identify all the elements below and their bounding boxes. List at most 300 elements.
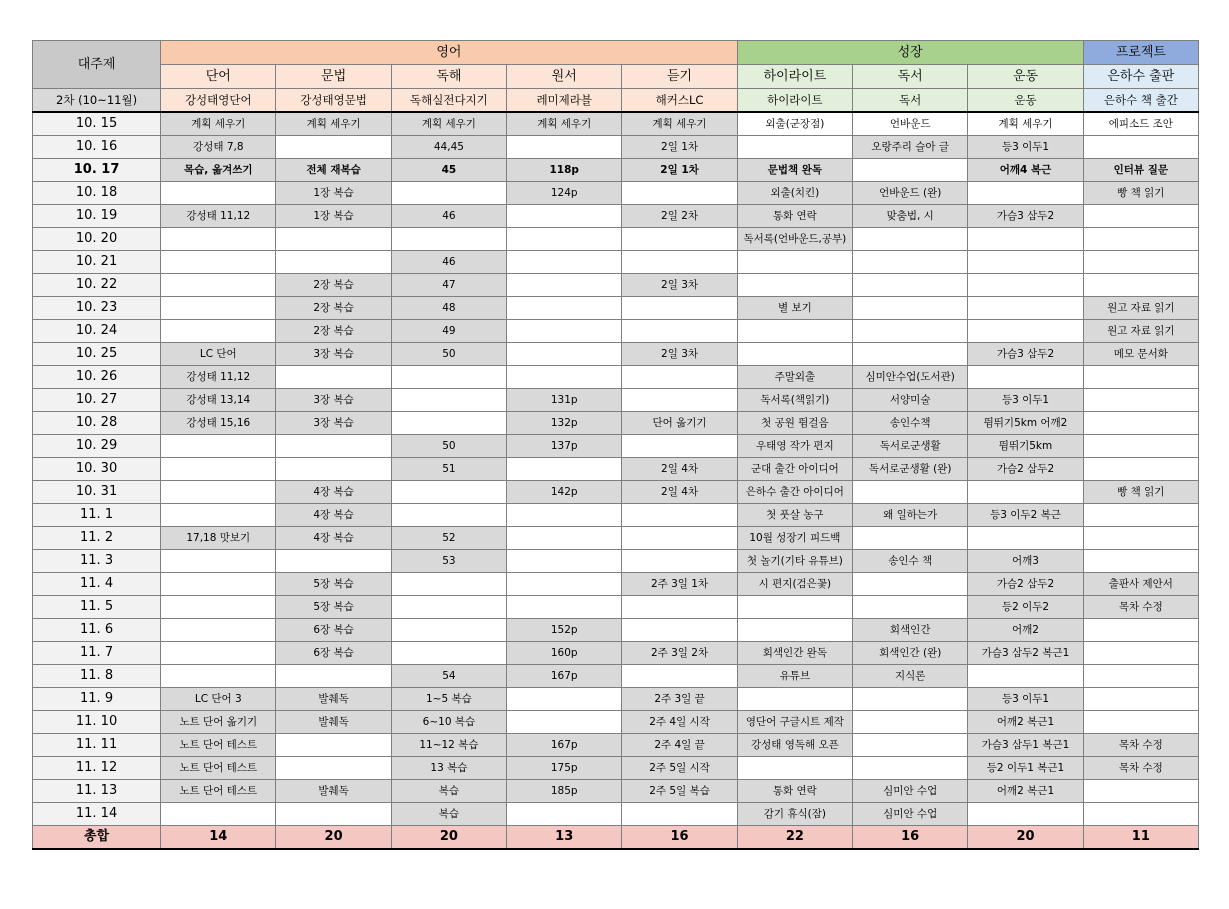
table-cell[interactable] [1083,366,1198,389]
table-cell[interactable] [968,665,1083,688]
table-cell[interactable] [161,435,276,458]
table-cell[interactable] [622,435,737,458]
table-cell[interactable]: 외출(치킨) [737,182,852,205]
table-cell[interactable] [391,366,506,389]
table-cell[interactable]: 심미안 수업 [853,780,968,803]
date-cell[interactable]: 11. 14 [33,803,161,826]
table-cell[interactable] [737,136,852,159]
table-cell[interactable]: 왜 일하는가 [853,504,968,527]
total-value[interactable]: 14 [161,826,276,850]
table-cell[interactable]: 뜀뛰기5km [968,435,1083,458]
table-cell[interactable] [161,504,276,527]
table-cell[interactable]: 출판사 제안서 [1083,573,1198,596]
table-cell[interactable] [507,343,622,366]
material-header[interactable]: 강성태영단어 [161,89,276,113]
date-cell[interactable]: 11. 2 [33,527,161,550]
date-cell[interactable]: 11. 5 [33,596,161,619]
table-cell[interactable]: 2주 4일 끝 [622,734,737,757]
table-cell[interactable] [853,596,968,619]
table-cell[interactable] [1083,780,1198,803]
table-cell[interactable]: 132p [507,412,622,435]
total-value[interactable]: 20 [276,826,391,850]
date-cell[interactable]: 10. 28 [33,412,161,435]
table-cell[interactable]: 어깨2 복근1 [968,780,1083,803]
table-cell[interactable]: 맞춤법, 시 [853,205,968,228]
table-cell[interactable] [507,205,622,228]
table-cell[interactable]: 에피소드 조안 [1083,112,1198,136]
table-cell[interactable]: 유튜브 [737,665,852,688]
date-cell[interactable]: 10. 24 [33,320,161,343]
table-cell[interactable] [161,251,276,274]
table-cell[interactable]: 6~10 복습 [391,711,506,734]
table-cell[interactable]: 52 [391,527,506,550]
date-cell[interactable]: 10. 26 [33,366,161,389]
table-cell[interactable]: 강성태 11,12 [161,366,276,389]
table-cell[interactable]: 152p [507,619,622,642]
table-cell[interactable]: 등3 이두1 [968,136,1083,159]
table-cell[interactable] [1083,504,1198,527]
table-cell[interactable] [622,803,737,826]
table-cell[interactable]: 어깨2 [968,619,1083,642]
table-cell[interactable]: 복습 [391,803,506,826]
table-cell[interactable]: 첫 놀기(기타 유튜브) [737,550,852,573]
total-value[interactable]: 20 [391,826,506,850]
table-cell[interactable] [161,297,276,320]
material-header[interactable]: 독해실전다지기 [391,89,506,113]
table-cell[interactable]: 영단어 구글시트 제작 [737,711,852,734]
table-cell[interactable] [853,688,968,711]
table-cell[interactable]: 계획 세우기 [622,112,737,136]
table-cell[interactable]: 53 [391,550,506,573]
material-header[interactable]: 독서 [853,89,968,113]
topic-header[interactable]: 대주제 [33,41,161,89]
table-cell[interactable]: LC 단어 [161,343,276,366]
total-value[interactable]: 16 [622,826,737,850]
table-cell[interactable] [968,297,1083,320]
table-cell[interactable] [161,320,276,343]
table-cell[interactable]: 2주 4일 시작 [622,711,737,734]
table-cell[interactable]: 독서로군생활 (완) [853,458,968,481]
table-cell[interactable]: 4장 복습 [276,481,391,504]
table-cell[interactable] [853,297,968,320]
table-cell[interactable]: 원고 자료 읽기 [1083,297,1198,320]
table-cell[interactable]: 목차 수정 [1083,596,1198,619]
table-cell[interactable] [1083,619,1198,642]
total-value[interactable]: 22 [737,826,852,850]
table-cell[interactable] [1083,412,1198,435]
table-cell[interactable] [1083,274,1198,297]
table-cell[interactable] [507,251,622,274]
table-cell[interactable]: 44,45 [391,136,506,159]
subject-header[interactable]: 운동 [968,65,1083,89]
table-cell[interactable] [1083,458,1198,481]
table-cell[interactable]: 2주 5일 복습 [622,780,737,803]
table-cell[interactable] [507,228,622,251]
table-cell[interactable]: 160p [507,642,622,665]
table-cell[interactable]: 2일 4차 [622,458,737,481]
table-cell[interactable] [391,642,506,665]
table-cell[interactable] [391,619,506,642]
table-cell[interactable]: 언바운드 [853,112,968,136]
table-cell[interactable] [968,481,1083,504]
table-cell[interactable] [737,596,852,619]
table-cell[interactable] [968,228,1083,251]
table-cell[interactable] [1083,389,1198,412]
table-cell[interactable]: 5장 복습 [276,573,391,596]
table-cell[interactable]: 2주 5일 시작 [622,757,737,780]
table-cell[interactable] [507,366,622,389]
table-cell[interactable]: 등3 이두1 [968,688,1083,711]
table-cell[interactable] [161,550,276,573]
table-cell[interactable]: 별 보기 [737,297,852,320]
table-cell[interactable]: 3장 복습 [276,412,391,435]
table-cell[interactable]: 2주 3일 끝 [622,688,737,711]
table-cell[interactable]: 142p [507,481,622,504]
table-cell[interactable]: 54 [391,665,506,688]
group-header-proj[interactable]: 프로젝트 [1083,41,1198,65]
table-cell[interactable]: 목차 수정 [1083,757,1198,780]
date-cell[interactable]: 10. 18 [33,182,161,205]
table-cell[interactable] [622,251,737,274]
table-cell[interactable]: 50 [391,435,506,458]
table-cell[interactable]: 어깨3 [968,550,1083,573]
table-cell[interactable]: 회색인간 완독 [737,642,852,665]
table-cell[interactable]: 서양미술 [853,389,968,412]
table-cell[interactable] [391,182,506,205]
table-cell[interactable] [853,527,968,550]
table-cell[interactable] [1083,228,1198,251]
table-cell[interactable]: 1장 복습 [276,205,391,228]
table-cell[interactable] [161,619,276,642]
total-value[interactable]: 16 [853,826,968,850]
table-cell[interactable] [622,182,737,205]
table-cell[interactable]: 노트 단어 옮기기 [161,711,276,734]
table-cell[interactable] [161,481,276,504]
table-cell[interactable]: 회색인간 [853,619,968,642]
table-cell[interactable] [507,803,622,826]
subject-header[interactable]: 듣기 [622,65,737,89]
table-cell[interactable] [737,757,852,780]
table-cell[interactable]: 137p [507,435,622,458]
table-cell[interactable] [737,343,852,366]
date-cell[interactable]: 10. 25 [33,343,161,366]
subject-header[interactable]: 문법 [276,65,391,89]
table-cell[interactable]: 2일 4차 [622,481,737,504]
table-cell[interactable]: 첫 풋살 농구 [737,504,852,527]
table-cell[interactable] [737,688,852,711]
table-cell[interactable] [622,297,737,320]
table-cell[interactable]: 심미안 수업 [853,803,968,826]
table-cell[interactable]: 강성태 13,14 [161,389,276,412]
table-cell[interactable] [161,573,276,596]
table-cell[interactable]: 복습 [391,780,506,803]
date-cell[interactable]: 10. 20 [33,228,161,251]
table-cell[interactable] [391,412,506,435]
table-cell[interactable]: 언바운드 (완) [853,182,968,205]
date-cell[interactable]: 11. 8 [33,665,161,688]
table-cell[interactable]: 발췌독 [276,711,391,734]
table-cell[interactable] [1083,665,1198,688]
table-cell[interactable] [276,550,391,573]
table-cell[interactable]: 첫 공원 뜀걸음 [737,412,852,435]
group-header-grow[interactable]: 성장 [737,41,1083,65]
table-cell[interactable]: 2일 3차 [622,274,737,297]
subject-header[interactable]: 독해 [391,65,506,89]
date-cell[interactable]: 11. 3 [33,550,161,573]
table-cell[interactable]: 심미안수업(도서관) [853,366,968,389]
table-cell[interactable]: 3장 복습 [276,343,391,366]
material-header[interactable]: 하이라이트 [737,89,852,113]
table-cell[interactable] [737,274,852,297]
table-cell[interactable] [853,481,968,504]
table-cell[interactable]: 등3 이두1 [968,389,1083,412]
subject-header[interactable]: 원서 [507,65,622,89]
totals-label[interactable]: 총합 [33,826,161,850]
table-cell[interactable]: 군대 출간 아이디어 [737,458,852,481]
table-cell[interactable]: 2장 복습 [276,320,391,343]
table-cell[interactable]: 47 [391,274,506,297]
table-cell[interactable]: 5장 복습 [276,596,391,619]
table-cell[interactable] [391,596,506,619]
table-cell[interactable] [276,665,391,688]
table-cell[interactable] [737,251,852,274]
table-cell[interactable]: 17,18 맛보기 [161,527,276,550]
table-cell[interactable]: 등2 이두1 복근1 [968,757,1083,780]
date-cell[interactable]: 11. 9 [33,688,161,711]
table-cell[interactable]: 2주 3일 2차 [622,642,737,665]
total-value[interactable]: 20 [968,826,1083,850]
table-cell[interactable]: 45 [391,159,506,182]
date-cell[interactable]: 10. 19 [33,205,161,228]
table-cell[interactable] [507,596,622,619]
table-cell[interactable] [622,389,737,412]
table-cell[interactable]: 2일 3차 [622,343,737,366]
date-cell[interactable]: 11. 11 [33,734,161,757]
table-cell[interactable]: 118p [507,159,622,182]
table-cell[interactable] [276,458,391,481]
table-cell[interactable]: 46 [391,251,506,274]
table-cell[interactable]: 등3 이두2 복근 [968,504,1083,527]
material-header[interactable]: 운동 [968,89,1083,113]
table-cell[interactable]: 11~12 복습 [391,734,506,757]
subject-header[interactable]: 독서 [853,65,968,89]
table-cell[interactable] [1083,251,1198,274]
date-cell[interactable]: 10. 29 [33,435,161,458]
table-cell[interactable]: 목습, 옮겨쓰기 [161,159,276,182]
table-cell[interactable]: 빵 책 읽기 [1083,182,1198,205]
table-cell[interactable] [276,366,391,389]
table-cell[interactable]: 가슴3 삼두2 [968,343,1083,366]
table-cell[interactable]: 강성태 15,16 [161,412,276,435]
date-cell[interactable]: 11. 13 [33,780,161,803]
subject-header[interactable]: 단어 [161,65,276,89]
table-cell[interactable]: 167p [507,734,622,757]
table-cell[interactable]: 독서로군생활 [853,435,968,458]
table-cell[interactable]: 통화 연락 [737,205,852,228]
table-cell[interactable] [853,757,968,780]
table-cell[interactable]: 감기 휴식(잠) [737,803,852,826]
table-cell[interactable] [968,527,1083,550]
table-cell[interactable]: 송인수 책 [853,550,968,573]
table-cell[interactable]: 2장 복습 [276,297,391,320]
subject-header[interactable]: 은하수 출판 [1083,65,1198,89]
table-cell[interactable] [968,274,1083,297]
table-cell[interactable] [853,320,968,343]
table-cell[interactable] [968,366,1083,389]
table-cell[interactable] [1083,435,1198,458]
material-header[interactable]: 강성태영문법 [276,89,391,113]
table-cell[interactable]: 3장 복습 [276,389,391,412]
table-cell[interactable]: 오랑주리 슬아 글 [853,136,968,159]
table-cell[interactable] [853,573,968,596]
table-cell[interactable]: 메모 문서화 [1083,343,1198,366]
table-cell[interactable] [507,711,622,734]
table-cell[interactable]: 2일 1차 [622,136,737,159]
table-cell[interactable] [853,159,968,182]
total-value[interactable]: 11 [1083,826,1198,850]
table-cell[interactable] [968,182,1083,205]
table-cell[interactable]: 계획 세우기 [968,112,1083,136]
table-cell[interactable]: 강성태 7,8 [161,136,276,159]
table-cell[interactable]: 외출(군장점) [737,112,852,136]
table-cell[interactable]: 13 복습 [391,757,506,780]
date-cell[interactable]: 11. 4 [33,573,161,596]
table-cell[interactable] [968,320,1083,343]
table-cell[interactable] [1083,803,1198,826]
table-cell[interactable]: 48 [391,297,506,320]
table-cell[interactable] [161,665,276,688]
date-cell[interactable]: 10. 17 [33,159,161,182]
subject-header[interactable]: 하이라이트 [737,65,852,89]
table-cell[interactable]: 4장 복습 [276,504,391,527]
table-cell[interactable]: 은하수 출간 아이디어 [737,481,852,504]
table-cell[interactable] [1083,527,1198,550]
table-cell[interactable]: 51 [391,458,506,481]
table-cell[interactable]: 50 [391,343,506,366]
table-cell[interactable]: 독서록(언바운드,공부) [737,228,852,251]
table-cell[interactable] [622,596,737,619]
table-cell[interactable]: 독서록(책읽기) [737,389,852,412]
table-cell[interactable]: 계획 세우기 [507,112,622,136]
date-cell[interactable]: 10. 30 [33,458,161,481]
table-cell[interactable] [622,504,737,527]
table-cell[interactable] [507,504,622,527]
date-cell[interactable]: 10. 27 [33,389,161,412]
table-cell[interactable] [276,435,391,458]
table-cell[interactable]: 가슴3 삼두2 [968,205,1083,228]
table-cell[interactable]: 지식론 [853,665,968,688]
material-header[interactable]: 해커스LC [622,89,737,113]
table-cell[interactable]: 발췌독 [276,780,391,803]
date-cell[interactable]: 10. 31 [33,481,161,504]
date-cell[interactable]: 11. 6 [33,619,161,642]
table-cell[interactable] [853,274,968,297]
table-cell[interactable]: 계획 세우기 [391,112,506,136]
table-cell[interactable] [853,343,968,366]
table-cell[interactable] [161,596,276,619]
date-cell[interactable]: 10. 23 [33,297,161,320]
table-cell[interactable]: 등2 이두2 [968,596,1083,619]
material-header[interactable]: 레미제라블 [507,89,622,113]
table-cell[interactable] [737,320,852,343]
table-cell[interactable] [622,366,737,389]
table-cell[interactable] [161,274,276,297]
phase-label[interactable]: 2차 (10~11월) [33,89,161,113]
table-cell[interactable] [391,481,506,504]
table-cell[interactable] [161,182,276,205]
table-cell[interactable] [1083,642,1198,665]
table-cell[interactable]: 통화 연락 [737,780,852,803]
table-cell[interactable]: 송인수책 [853,412,968,435]
table-cell[interactable] [1083,711,1198,734]
table-cell[interactable]: 2일 1차 [622,159,737,182]
table-cell[interactable]: 49 [391,320,506,343]
table-cell[interactable]: 어깨4 복근 [968,159,1083,182]
table-cell[interactable] [853,711,968,734]
table-cell[interactable]: 전체 재복습 [276,159,391,182]
table-cell[interactable]: 2주 3일 1차 [622,573,737,596]
table-cell[interactable] [853,251,968,274]
table-cell[interactable]: 노트 단어 테스트 [161,734,276,757]
table-cell[interactable]: 노트 단어 테스트 [161,757,276,780]
date-cell[interactable]: 10. 16 [33,136,161,159]
table-cell[interactable] [161,642,276,665]
table-cell[interactable] [391,504,506,527]
table-cell[interactable]: 단어 옮기기 [622,412,737,435]
table-cell[interactable]: 가슴3 삼두2 복근1 [968,642,1083,665]
table-cell[interactable] [391,228,506,251]
table-cell[interactable] [622,665,737,688]
date-cell[interactable]: 11. 7 [33,642,161,665]
table-cell[interactable] [391,573,506,596]
table-cell[interactable]: 계획 세우기 [161,112,276,136]
table-cell[interactable] [1083,550,1198,573]
table-cell[interactable]: 6장 복습 [276,619,391,642]
table-cell[interactable]: 2장 복습 [276,274,391,297]
date-cell[interactable]: 11. 10 [33,711,161,734]
table-cell[interactable] [507,458,622,481]
table-cell[interactable] [276,251,391,274]
table-cell[interactable]: 어깨2 복근1 [968,711,1083,734]
group-header-eng[interactable]: 영어 [161,41,738,65]
table-cell[interactable]: 뜀뛰기5km 어깨2 [968,412,1083,435]
table-cell[interactable] [276,136,391,159]
table-cell[interactable] [507,573,622,596]
table-cell[interactable] [1083,205,1198,228]
table-cell[interactable] [622,550,737,573]
date-cell[interactable]: 10. 15 [33,112,161,136]
table-cell[interactable]: 강성태 11,12 [161,205,276,228]
table-cell[interactable] [507,274,622,297]
table-cell[interactable] [507,136,622,159]
table-cell[interactable]: 167p [507,665,622,688]
table-cell[interactable] [276,803,391,826]
table-cell[interactable] [161,803,276,826]
table-cell[interactable]: 185p [507,780,622,803]
table-cell[interactable]: 시 편지(검은꽃) [737,573,852,596]
table-cell[interactable]: 목차 수정 [1083,734,1198,757]
table-cell[interactable]: 우태영 작가 편지 [737,435,852,458]
table-cell[interactable]: 1~5 복습 [391,688,506,711]
table-cell[interactable] [968,251,1083,274]
table-cell[interactable] [276,734,391,757]
table-cell[interactable] [507,527,622,550]
table-cell[interactable]: 강성태 영독해 오픈 [737,734,852,757]
table-cell[interactable] [737,619,852,642]
table-cell[interactable]: 124p [507,182,622,205]
material-header[interactable]: 은하수 책 출간 [1083,89,1198,113]
table-cell[interactable] [276,757,391,780]
